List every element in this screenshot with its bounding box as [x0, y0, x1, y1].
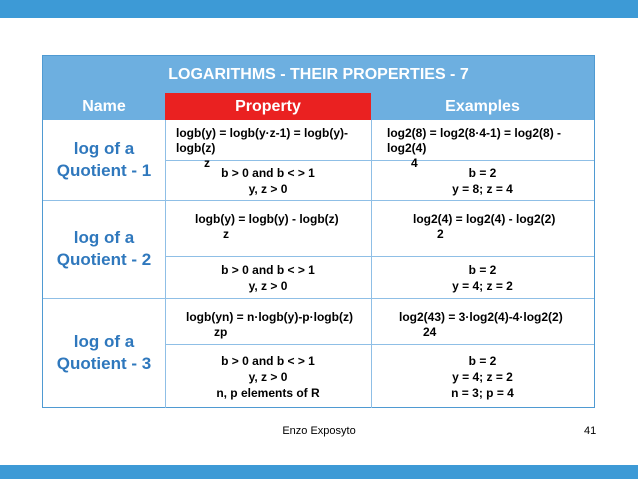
row-3-conditions: [165, 345, 371, 408]
header-examples: Examples: [371, 93, 594, 120]
row-1-example-conditions: [371, 161, 594, 200]
row-1-name-line2: Quotient - 1: [56, 161, 152, 180]
properties-table: [42, 55, 595, 408]
row-2-example-line1: log2(4) = log2(4) - log2(2): [413, 212, 556, 226]
row-3-property-line1: logb(yn) = n·logb(y)-p·logb(z): [186, 310, 353, 324]
row-2-property-line2: z: [223, 227, 229, 241]
row-3-condition-3: n, p elements of R: [216, 385, 320, 400]
row-1-property-line1: logb(y) = logb(y·z-1) = logb(y)-logb(z): [176, 126, 348, 155]
row-3-property: [186, 310, 371, 340]
row-1-example-condition-1: b = 2: [468, 165, 497, 180]
row-3-example-condition-2: y = 4; z = 2: [452, 369, 513, 384]
row-2-example-condition-1: b = 2: [468, 262, 497, 277]
row-3-condition-1: b > 0 and b < > 1: [221, 353, 315, 368]
slide-title: LOGARITHMS - THEIR PROPERTIES - 7: [43, 56, 594, 93]
header-name: Name: [43, 93, 165, 120]
row-1-example-condition-2: y = 8; z = 4: [452, 181, 513, 196]
row-1-condition-1: b > 0 and b < > 1: [221, 165, 315, 180]
row-2-property-line1: logb(y) = logb(y) - logb(z): [195, 212, 339, 226]
row-2-example-condition-2: y = 4; z = 2: [452, 278, 513, 293]
row-2-name-line1: log of a: [73, 228, 135, 247]
row-3-example-line2: 24: [423, 325, 437, 339]
row-2-condition-2: y, z > 0: [248, 278, 288, 293]
row-3-condition-2: y, z > 0: [248, 369, 288, 384]
row-2-condition-1: b > 0 and b < > 1: [221, 262, 315, 277]
row-1-name: [43, 120, 165, 200]
row-1-conditions: [165, 161, 371, 200]
bottom-band: [0, 465, 638, 479]
row-1-property-line2: z: [204, 156, 210, 170]
row-2-example: [413, 212, 594, 242]
row-2-example-conditions: [371, 257, 594, 298]
top-band: [0, 0, 638, 18]
row-3-example: [399, 310, 594, 340]
row-3-example-condition-1: b = 2: [468, 353, 497, 368]
row-2-example-line2: 2: [437, 227, 444, 241]
row-3-example-line1: log2(43) = 3·log2(4)-4·log2(2): [399, 310, 563, 324]
row-3-example-conditions: [371, 345, 594, 408]
row-3-example-condition-3: n = 3; p = 4: [451, 385, 514, 400]
header-property: Property: [165, 93, 371, 120]
footer-author: Enzo Exposyto: [282, 425, 356, 437]
row-3-property-line2: zp: [214, 325, 228, 339]
row-1-condition-2: y, z > 0: [248, 181, 288, 196]
row-2-name: [43, 200, 165, 298]
row-2-name-line2: Quotient - 2: [56, 250, 152, 269]
page-number: 41: [584, 425, 597, 437]
row-1-name-line1: log of a: [73, 139, 135, 158]
row-3-name-line1: log of a: [73, 332, 135, 351]
row-2-property: [195, 212, 371, 242]
row-2-conditions: [165, 257, 371, 298]
row-3-name-line2: Quotient - 3: [56, 354, 152, 373]
row-3-name: [43, 298, 165, 408]
row-1-example-line2: 4: [411, 156, 418, 170]
row-1-example-line1: log2(8) = log2(8·4-1) = log2(8) - log2(4): [387, 126, 562, 155]
